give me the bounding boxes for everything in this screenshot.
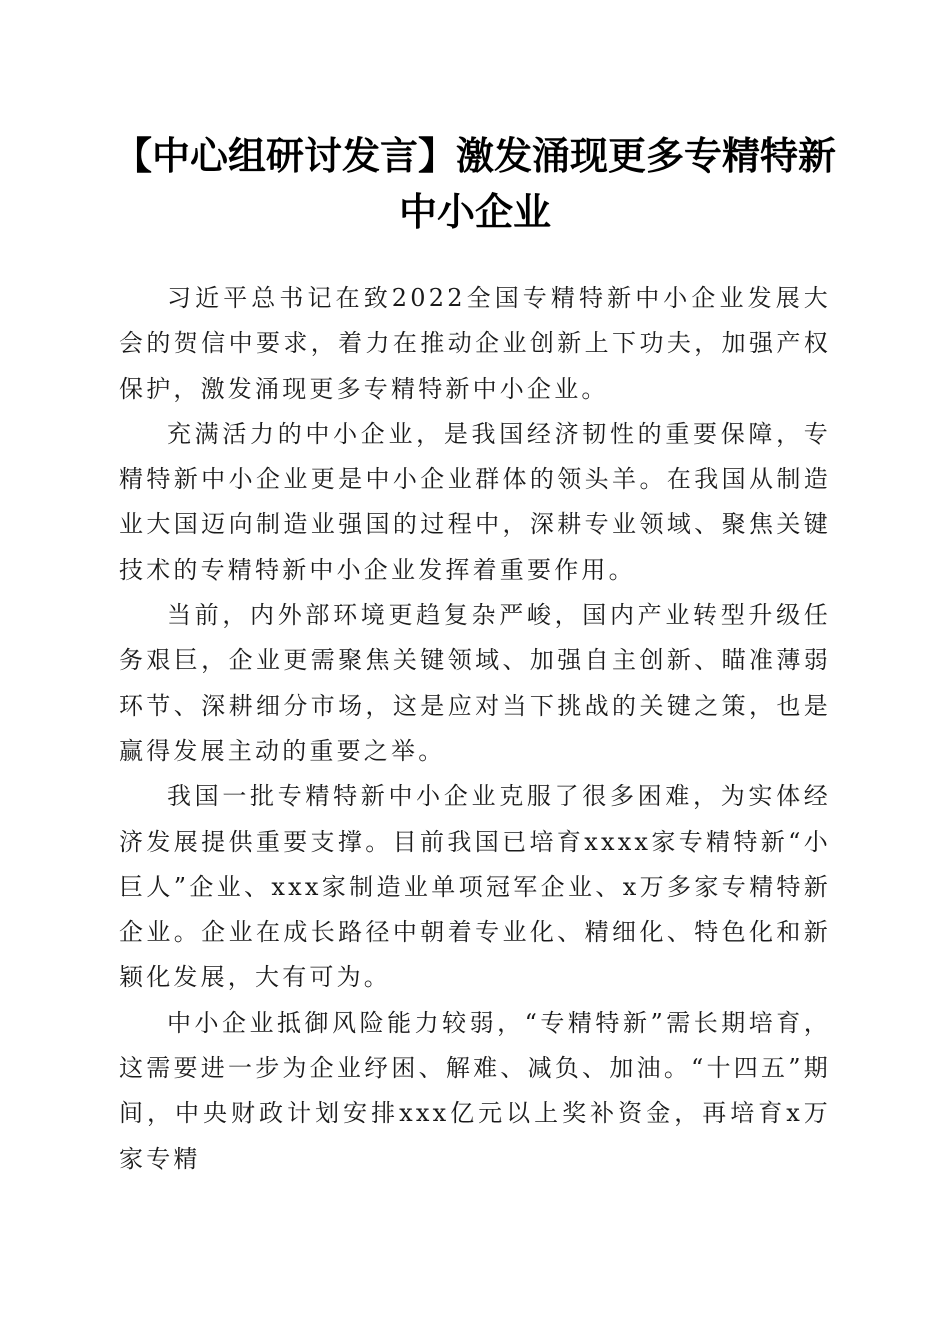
paragraph-2: 充满活力的中小企业，是我国经济韧性的重要保障，专精特新中小企业更是中小企业群体的领头羊。在我国从制造业大国迈向制造业强国的过程中，深耕专业领域、聚焦关键技术的专精特新中小企业发挥着重要作用。	[119, 419, 831, 584]
paragraph-5: 中小企业抵御风险能力较弱，“专精特新”需长期培育，这需要进一步为企业纾困、解难、减负、加油。“十四五”期间，中央财政计划安排xxx亿元以上奖补资金，再培育x万家专精	[119, 1008, 831, 1173]
paragraph-4: 我国一批专精特新中小企业克服了很多困难，为实体经济发展提供重要支撑。目前我国已培育xxxx家专精特新“小巨人”企业、xxx家制造业单项冠军企业、x万多家专精特新企业。企业在成长路径中朝着专业化、精细化、特色化和新颖化发展，大有可为。	[119, 782, 831, 992]
document-title: 【中心组研讨发言】激发涌现更多专精特新中小企业	[113, 134, 836, 234]
document-body	[119, 276, 831, 1182]
paragraph-3: 当前，内外部环境更趋复杂严峻，国内产业转型升级任务艰巨，企业更需聚焦关键领域、加强自主创新、瞄准薄弱环节、深耕细分市场，这是应对当下挑战的关键之策，也是赢得发展主动的重要之举。	[119, 601, 831, 765]
paragraph-1: 习近平总书记在致2022全国专精特新中小企业发展大会的贺信中要求，着力在推动企业创新上下功夫，加强产权保护，激发涌现更多专精特新中小企业。	[119, 284, 831, 403]
